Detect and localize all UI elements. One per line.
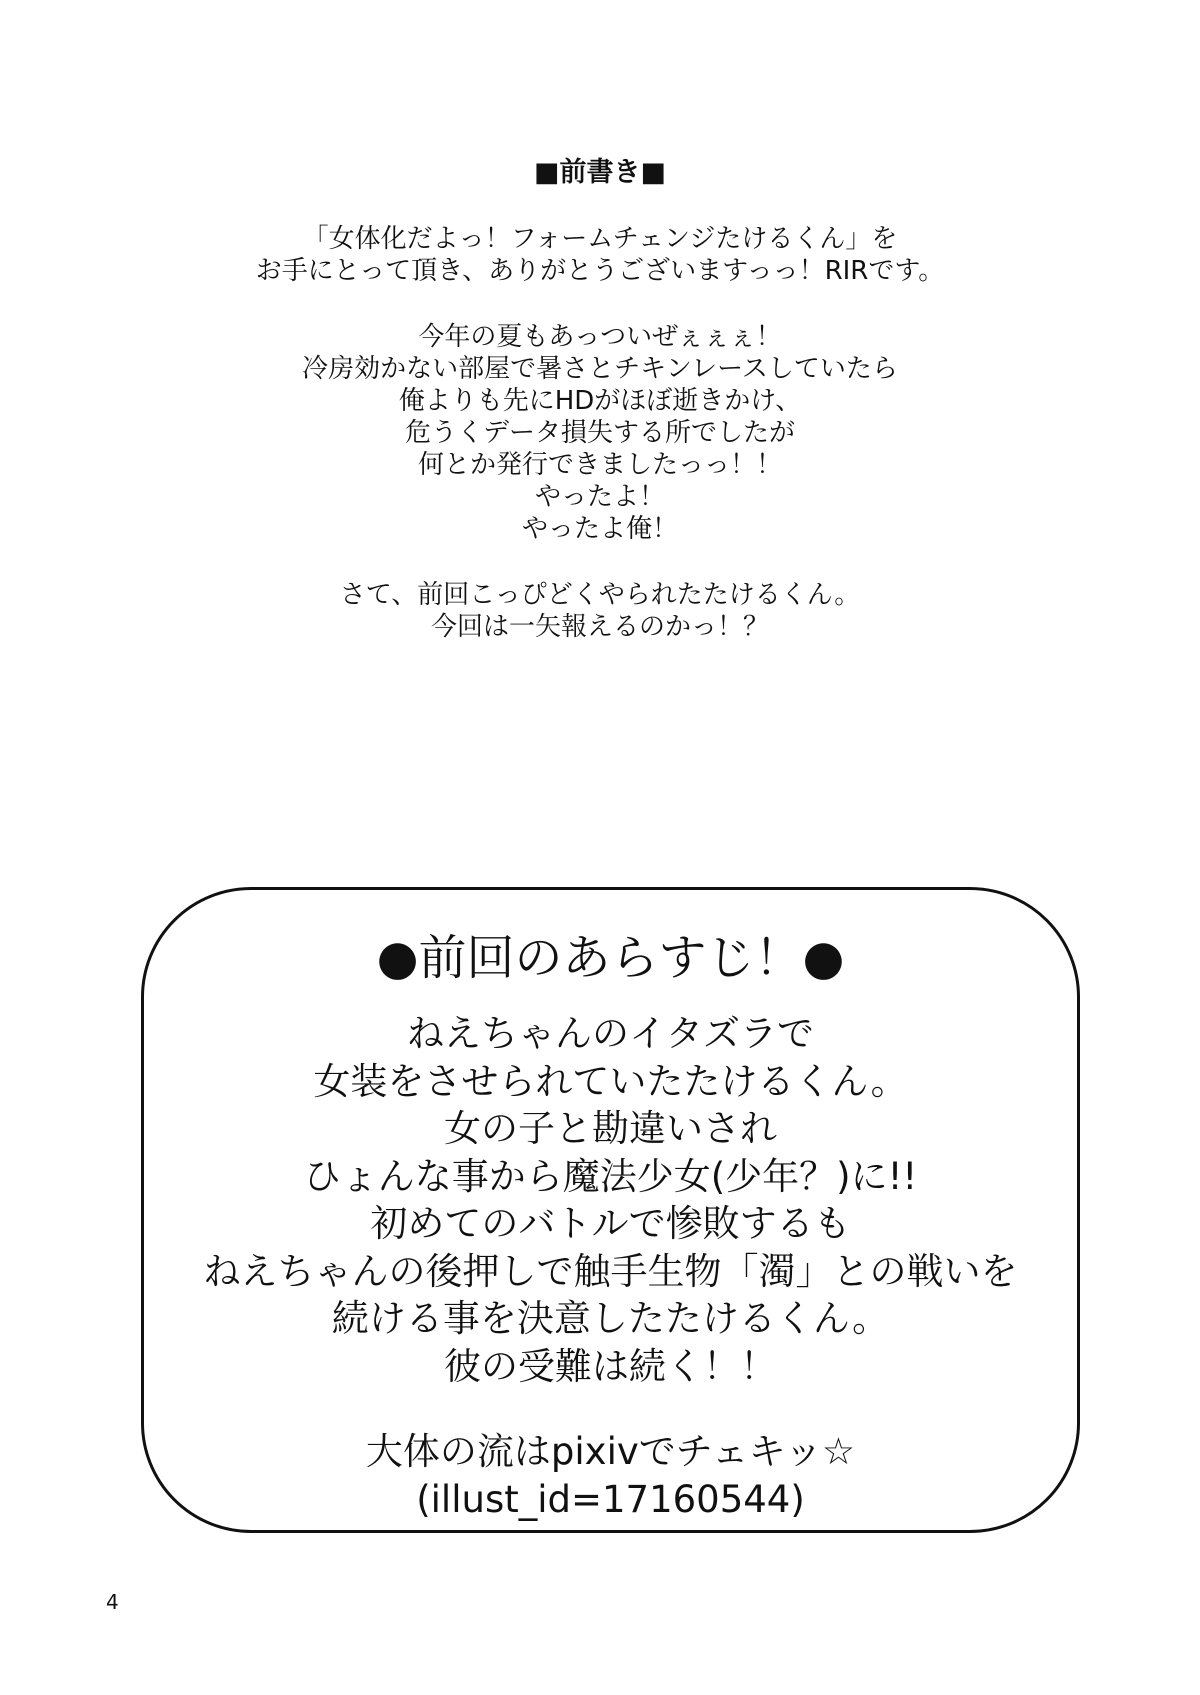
preface-line: 危うくデータ損失する所でしたが	[404, 418, 795, 448]
summary-line: 初めてのバトルで惨敗するも	[370, 1202, 851, 1245]
summary-note	[144, 1428, 1077, 1523]
summary-line: 女の子と勘違いされ	[444, 1107, 777, 1150]
summary-line: ねえちゃんのイタズラで	[407, 1012, 814, 1055]
previous-summary-box	[141, 887, 1080, 1533]
preface-paragraph-story	[0, 321, 1200, 545]
page-number: 4	[106, 1590, 119, 1614]
pixiv-note: 大体の流はpixivでチェキッ☆	[365, 1430, 856, 1473]
preface-line: さて、前回こっぴどくやられたたけるくん。	[339, 580, 861, 610]
illust-id: (illust_id=17160544)	[416, 1477, 805, 1521]
summary-line: 続ける事を決意したたけるくん。	[331, 1297, 890, 1340]
preface-line: やったよ俺！	[521, 514, 678, 544]
preface-line: 冷房効かない部屋で暑さとチキンレースしていたら	[302, 354, 898, 384]
summary-line: ねえちゃんの後押しで触手生物「濁」との戦いを	[203, 1249, 1018, 1293]
preface-line: やったよ！	[534, 482, 665, 512]
preface-title: ■前書き■	[533, 157, 667, 188]
preface-paragraph-greeting	[0, 223, 1200, 287]
preface-line: 今回は一矢報えるのかっ！？	[430, 612, 769, 642]
summary-line: 彼の受難は続く！！	[444, 1344, 777, 1388]
preface-section	[0, 155, 1200, 677]
preface-line: 今年の夏もあっついぜぇぇぇ！	[418, 322, 782, 352]
summary-body	[144, 1010, 1077, 1390]
summary-line: ひょんな事から魔法少女(少年？)に!!	[303, 1154, 918, 1198]
preface-paragraph-closing	[0, 579, 1200, 643]
preface-line: 何とか発行できましたっっ！！	[417, 450, 782, 480]
preface-line: お手にとって頂き、ありがとうございますっっ！RIRです。	[255, 256, 945, 286]
preface-line: 俺よりも先にHDがほぼ逝きかけ、	[398, 386, 802, 416]
preface-line: 「女体化だよっ！フォームチェンジたけるくん」を	[302, 224, 898, 254]
summary-title: ●前回のあらすじ！●	[376, 930, 845, 986]
summary-line: 女装をさせられていたたけるくん。	[313, 1059, 908, 1103]
